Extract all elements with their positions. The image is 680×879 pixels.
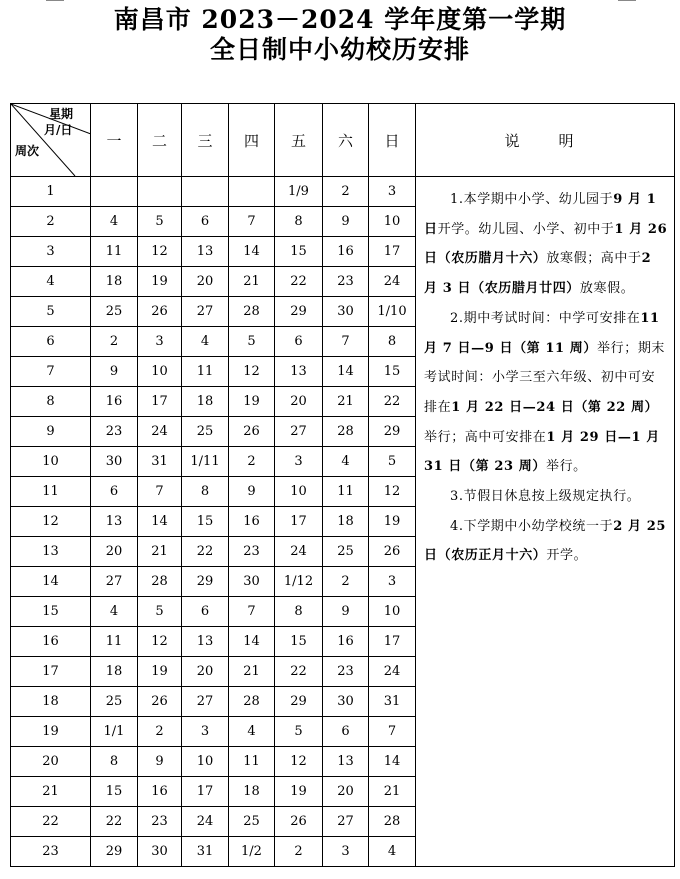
week-number: 12 [11, 507, 91, 537]
date-cell: 4 [91, 207, 138, 237]
week-number: 6 [11, 327, 91, 357]
date-cell: 9 [229, 477, 275, 507]
date-cell: 23 [323, 267, 369, 297]
date-cell: 9 [138, 747, 182, 777]
date-cell: 21 [369, 777, 416, 807]
date-cell: 4 [91, 597, 138, 627]
day-header-mon: 一 [91, 104, 138, 177]
date-cell: 15 [369, 357, 416, 387]
note-2: 2.期中考试时间：中学可安排在11 月 7 日—9 日（第 11 周）举行；期末考试时间：小学三至六年级、初中可安排在1 月 22 日—24 日（第 22 周）举行；高中可安排在1 月 29 日—1 月 31 日（第 23 周）举行。 [424, 310, 666, 475]
date-cell: 24 [275, 537, 323, 567]
date-cell: 8 [91, 747, 138, 777]
date-cell: 18 [91, 657, 138, 687]
week-number: 23 [11, 837, 91, 867]
date-cell: 6 [275, 327, 323, 357]
date-cell: 2 [91, 327, 138, 357]
date-cell: 24 [182, 807, 229, 837]
date-cell: 26 [275, 807, 323, 837]
date-cell: 14 [138, 507, 182, 537]
date-cell: 3 [138, 327, 182, 357]
date-cell: 20 [182, 657, 229, 687]
date-cell: 20 [275, 387, 323, 417]
date-cell: 26 [138, 297, 182, 327]
date-cell: 28 [323, 417, 369, 447]
date-cell: 16 [91, 387, 138, 417]
date-cell: 11 [91, 237, 138, 267]
date-cell: 23 [138, 807, 182, 837]
date-cell: 5 [275, 717, 323, 747]
date-cell [182, 177, 229, 207]
date-cell: 13 [275, 357, 323, 387]
date-cell: 24 [138, 417, 182, 447]
header-row [11, 104, 675, 177]
date-cell: 2 [229, 447, 275, 477]
note-1: 1.本学期中小学、幼儿园于9 月 1 日开学。幼儿园、小学、初中于1 月 26 日（农历腊月十六）放寒假；高中于2 月 3 日（农历腊月廿四）放寒假。 [424, 192, 668, 297]
date-cell: 17 [138, 387, 182, 417]
date-cell: 8 [369, 327, 416, 357]
date-cell: 25 [182, 417, 229, 447]
week-number: 20 [11, 747, 91, 777]
date-cell: 12 [369, 477, 416, 507]
date-cell: 23 [323, 657, 369, 687]
week-number: 11 [11, 477, 91, 507]
date-cell: 3 [369, 177, 416, 207]
date-cell: 1/11 [182, 447, 229, 477]
note-4: 4.下学期中小幼学校统一于2 月 25 日（农历正月十六）开学。 [424, 518, 667, 564]
date-cell: 2 [323, 177, 369, 207]
date-cell: 11 [182, 357, 229, 387]
date-cell: 16 [323, 627, 369, 657]
date-cell: 10 [369, 207, 416, 237]
note-3: 3.节假日休息按上级规定执行。 [450, 489, 641, 505]
week-number: 14 [11, 567, 91, 597]
date-cell: 19 [369, 507, 416, 537]
date-cell: 28 [229, 297, 275, 327]
date-cell: 4 [182, 327, 229, 357]
date-cell: 5 [138, 207, 182, 237]
date-cell: 6 [182, 597, 229, 627]
date-cell: 20 [323, 777, 369, 807]
date-cell: 26 [229, 417, 275, 447]
date-cell: 1/2 [229, 837, 275, 867]
date-cell: 7 [369, 717, 416, 747]
date-cell: 9 [323, 597, 369, 627]
day-header-wed: 三 [182, 104, 229, 177]
date-cell: 13 [323, 747, 369, 777]
date-cell: 17 [182, 777, 229, 807]
date-cell: 11 [323, 477, 369, 507]
week-number: 13 [11, 537, 91, 567]
week-number: 8 [11, 387, 91, 417]
date-cell: 12 [138, 237, 182, 267]
date-cell: 24 [369, 657, 416, 687]
date-cell: 7 [138, 477, 182, 507]
date-cell: 7 [229, 597, 275, 627]
date-cell: 15 [91, 777, 138, 807]
date-cell: 6 [323, 717, 369, 747]
date-cell: 14 [369, 747, 416, 777]
week-number: 1 [11, 177, 91, 207]
date-cell: 20 [182, 267, 229, 297]
date-cell: 18 [182, 387, 229, 417]
scan-edge-right [618, 0, 636, 1]
date-cell: 20 [91, 537, 138, 567]
date-cell: 14 [229, 237, 275, 267]
date-cell: 27 [275, 417, 323, 447]
date-cell: 22 [369, 387, 416, 417]
date-cell: 16 [138, 777, 182, 807]
date-cell: 25 [91, 297, 138, 327]
corner-label-weekday: 星期 [49, 107, 74, 121]
date-cell: 10 [138, 357, 182, 387]
day-header-fri: 五 [275, 104, 323, 177]
date-cell: 29 [91, 837, 138, 867]
week-number: 10 [11, 447, 91, 477]
date-cell: 4 [369, 837, 416, 867]
week-number: 21 [11, 777, 91, 807]
corner-label-week: 周次 [15, 144, 40, 158]
date-cell: 8 [182, 477, 229, 507]
date-cell: 11 [229, 747, 275, 777]
date-cell: 17 [369, 627, 416, 657]
date-cell: 10 [182, 747, 229, 777]
week-number: 9 [11, 417, 91, 447]
date-cell: 19 [229, 387, 275, 417]
page-title-line-2: 全日制中小幼校历安排 [209, 35, 470, 64]
date-cell: 30 [91, 447, 138, 477]
date-cell: 3 [182, 717, 229, 747]
date-cell: 23 [229, 537, 275, 567]
date-cell: 14 [323, 357, 369, 387]
date-cell [138, 177, 182, 207]
date-cell: 13 [182, 627, 229, 657]
date-cell: 1/1 [91, 717, 138, 747]
date-cell: 23 [91, 417, 138, 447]
date-cell: 24 [369, 267, 416, 297]
week-number: 3 [11, 237, 91, 267]
date-cell: 28 [138, 567, 182, 597]
week-number: 5 [11, 297, 91, 327]
date-cell: 19 [275, 777, 323, 807]
corner-label-date: 月/日 [44, 123, 73, 137]
date-cell: 11 [91, 627, 138, 657]
date-cell: 21 [138, 537, 182, 567]
date-cell: 1/9 [275, 177, 323, 207]
date-cell: 17 [369, 237, 416, 267]
day-header-tue: 二 [138, 104, 182, 177]
date-cell [91, 177, 138, 207]
date-cell: 22 [91, 807, 138, 837]
date-cell: 27 [182, 687, 229, 717]
date-cell: 17 [275, 507, 323, 537]
date-cell: 18 [323, 507, 369, 537]
date-cell: 3 [369, 567, 416, 597]
date-cell: 31 [182, 837, 229, 867]
date-cell: 25 [323, 537, 369, 567]
week-number: 17 [11, 657, 91, 687]
date-cell: 21 [323, 387, 369, 417]
date-cell: 2 [323, 567, 369, 597]
date-cell: 30 [323, 297, 369, 327]
date-cell: 28 [369, 807, 416, 837]
date-cell: 15 [182, 507, 229, 537]
page-title-line-1: 南昌市 2023－2024 学年度第一学期 [113, 5, 567, 34]
date-cell: 18 [229, 777, 275, 807]
date-cell: 19 [138, 657, 182, 687]
date-cell: 15 [275, 237, 323, 267]
date-cell: 29 [275, 687, 323, 717]
notes-header: 说 明 [416, 104, 675, 177]
date-cell: 4 [229, 717, 275, 747]
date-cell: 26 [369, 537, 416, 567]
date-cell: 30 [138, 837, 182, 867]
week-number: 18 [11, 687, 91, 717]
school-calendar-table [10, 103, 675, 867]
date-cell: 6 [182, 207, 229, 237]
date-cell: 22 [182, 537, 229, 567]
date-cell: 16 [323, 237, 369, 267]
scan-edge-left [46, 0, 64, 1]
date-cell: 31 [369, 687, 416, 717]
week-number: 19 [11, 717, 91, 747]
week-number: 16 [11, 627, 91, 657]
date-cell: 28 [229, 687, 275, 717]
date-cell: 30 [229, 567, 275, 597]
date-cell: 1/12 [275, 567, 323, 597]
day-header-thu: 四 [229, 104, 275, 177]
week-number: 7 [11, 357, 91, 387]
date-cell: 12 [275, 747, 323, 777]
date-cell: 27 [323, 807, 369, 837]
week-row [11, 177, 675, 207]
date-cell: 16 [229, 507, 275, 537]
date-cell: 25 [91, 687, 138, 717]
date-cell: 15 [275, 627, 323, 657]
date-cell: 2 [275, 837, 323, 867]
date-cell: 2 [138, 717, 182, 747]
week-number: 4 [11, 267, 91, 297]
date-cell: 19 [138, 267, 182, 297]
date-cell: 7 [323, 327, 369, 357]
day-header-sat: 六 [323, 104, 369, 177]
date-cell: 12 [229, 357, 275, 387]
date-cell: 29 [369, 417, 416, 447]
date-cell: 30 [323, 687, 369, 717]
date-cell: 5 [369, 447, 416, 477]
week-number: 15 [11, 597, 91, 627]
date-cell: 14 [229, 627, 275, 657]
date-cell: 21 [229, 657, 275, 687]
date-cell: 25 [229, 807, 275, 837]
date-cell: 13 [91, 507, 138, 537]
date-cell: 10 [369, 597, 416, 627]
date-cell: 10 [275, 477, 323, 507]
date-cell: 29 [275, 297, 323, 327]
date-cell: 9 [91, 357, 138, 387]
date-cell: 22 [275, 267, 323, 297]
date-cell: 4 [323, 447, 369, 477]
corner-header-cell [11, 104, 91, 177]
day-header-sun: 日 [369, 104, 416, 177]
date-cell: 22 [275, 657, 323, 687]
date-cell: 3 [323, 837, 369, 867]
date-cell: 13 [182, 237, 229, 267]
date-cell: 8 [275, 597, 323, 627]
date-cell: 27 [91, 567, 138, 597]
date-cell: 5 [138, 597, 182, 627]
date-cell: 27 [182, 297, 229, 327]
date-cell: 26 [138, 687, 182, 717]
date-cell: 6 [91, 477, 138, 507]
date-cell: 8 [275, 207, 323, 237]
date-cell: 18 [91, 267, 138, 297]
date-cell: 1/10 [369, 297, 416, 327]
week-number: 2 [11, 207, 91, 237]
week-number: 22 [11, 807, 91, 837]
notes-cell [416, 177, 675, 867]
date-cell: 9 [323, 207, 369, 237]
date-cell: 12 [138, 627, 182, 657]
date-cell: 5 [229, 327, 275, 357]
date-cell [229, 177, 275, 207]
date-cell: 31 [138, 447, 182, 477]
date-cell: 21 [229, 267, 275, 297]
date-cell: 3 [275, 447, 323, 477]
date-cell: 7 [229, 207, 275, 237]
date-cell: 29 [182, 567, 229, 597]
